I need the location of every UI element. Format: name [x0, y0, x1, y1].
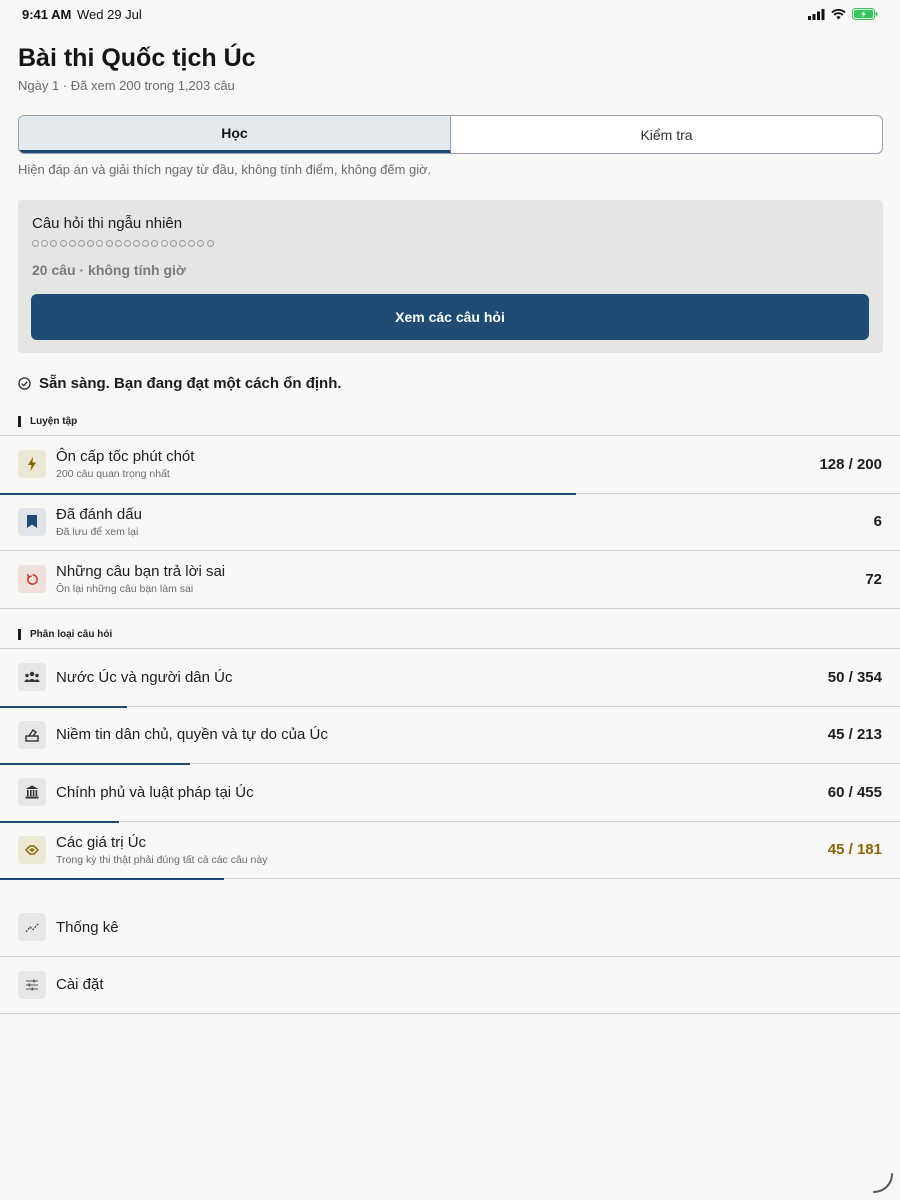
list-item-bookmarked[interactable]	[0, 494, 900, 552]
list-item-title: Những câu bạn trả lời sai	[56, 563, 226, 581]
question-dot	[96, 240, 103, 247]
question-dot	[197, 240, 204, 247]
list-item-title: Chính phủ và luật pháp tại Úc	[56, 783, 254, 801]
question-dot	[170, 240, 177, 247]
question-dot	[151, 240, 158, 247]
tab-test[interactable]: Kiểm tra	[640, 126, 693, 143]
page-title: Bài thi Quốc tịch Úc	[18, 44, 256, 72]
list-item-title: Nước Úc và người dân Úc	[56, 668, 233, 686]
signal-icon	[808, 9, 825, 20]
corner-indicator-icon	[872, 1172, 894, 1194]
section-label-categories: Phân loại câu hỏi	[18, 629, 112, 640]
list-item-category-democracy[interactable]	[0, 707, 900, 765]
list-item-subtitle: Ôn lại những câu bạn làm sai	[56, 583, 194, 596]
question-dot	[50, 240, 57, 247]
list-item-settings[interactable]	[0, 957, 900, 1015]
list-item-count: 6	[873, 513, 882, 531]
view-questions-button[interactable]: Xem các câu hỏi	[31, 294, 869, 340]
check-circle-icon	[18, 377, 31, 390]
status-bar	[0, 0, 900, 28]
settings-sliders-icon	[18, 971, 46, 999]
page-subtitle: Ngày 1 · Đã xem 200 trong 1,203 câu	[18, 78, 235, 93]
question-dot	[41, 240, 48, 247]
list-item-title: Đã đánh dấu	[56, 505, 142, 523]
question-dot	[124, 240, 131, 247]
lightning-icon	[18, 450, 46, 478]
question-dot	[188, 240, 195, 247]
practice-list	[0, 435, 900, 609]
list-item-count: 45 / 213	[827, 726, 882, 744]
card-title: Câu hỏi thi ngẫu nhiên	[32, 215, 183, 232]
question-dot	[179, 240, 186, 247]
card-meta: 20 câu · không tính giờ	[32, 262, 186, 278]
extras-list	[0, 899, 900, 1014]
stats-chart-icon	[18, 913, 46, 941]
question-dot	[32, 240, 39, 247]
battery-charging-icon	[852, 8, 878, 20]
list-item-category-people[interactable]	[0, 649, 900, 707]
list-item-count: 60 / 455	[827, 783, 882, 801]
question-dot	[87, 240, 94, 247]
list-item-title: Thống kê	[56, 918, 119, 936]
question-dot	[69, 240, 76, 247]
values-icon	[18, 836, 46, 864]
ballot-icon	[18, 721, 46, 749]
question-dot	[161, 240, 168, 247]
retry-icon	[18, 565, 46, 593]
mode-segmented-control	[18, 115, 883, 154]
list-item-count: 72	[865, 570, 882, 588]
readiness-text: Sẵn sàng. Bạn đang đạt một cách ổn định.	[39, 375, 342, 392]
list-item-subtitle: 200 câu quan trọng nhất	[56, 468, 170, 481]
question-dot	[78, 240, 85, 247]
people-icon	[18, 663, 46, 691]
status-date: Wed 29 Jul	[77, 7, 142, 22]
list-item-cram[interactable]	[0, 436, 900, 494]
list-item-subtitle: Đã lưu để xem lại	[56, 525, 139, 538]
list-item-title: Ôn cấp tốc phút chót	[56, 448, 195, 466]
wifi-icon	[831, 9, 846, 20]
question-dot	[207, 240, 214, 247]
question-dot	[115, 240, 122, 247]
question-dot	[106, 240, 113, 247]
progress-bar	[0, 878, 224, 880]
list-item-count: 45 / 181	[827, 841, 882, 859]
categories-list	[0, 648, 900, 879]
government-building-icon	[18, 778, 46, 806]
question-dot	[60, 240, 67, 247]
list-item-title: Các giá trị Úc	[56, 833, 147, 851]
status-icons	[808, 8, 878, 20]
list-item-category-government[interactable]	[0, 764, 900, 822]
section-label-practice: Luyện tập	[18, 416, 77, 427]
list-item-title: Niềm tin dân chủ, quyền và tự do của Úc	[56, 726, 328, 744]
list-item-category-values[interactable]	[0, 822, 900, 880]
status-time: 9:41 AM	[22, 7, 72, 22]
question-dots	[32, 240, 214, 247]
list-item-title: Cài đặt	[56, 976, 104, 994]
list-item-subtitle: Trong kỳ thi thật phải đúng tất cả các câu này	[56, 853, 268, 866]
bookmark-icon	[18, 508, 46, 536]
list-item-count: 50 / 354	[827, 668, 882, 686]
mode-description: Hiện đáp án và giải thích ngay từ đầu, không tính điểm, không đếm giờ.	[18, 162, 432, 177]
list-item-count: 128 / 200	[819, 455, 882, 473]
random-questions-card	[18, 200, 883, 353]
question-dot	[142, 240, 149, 247]
list-item-statistics[interactable]	[0, 899, 900, 957]
tab-study[interactable]: Học	[19, 116, 451, 153]
question-dot	[133, 240, 140, 247]
list-item-wrong-answers[interactable]	[0, 551, 900, 609]
readiness-status	[18, 375, 342, 392]
